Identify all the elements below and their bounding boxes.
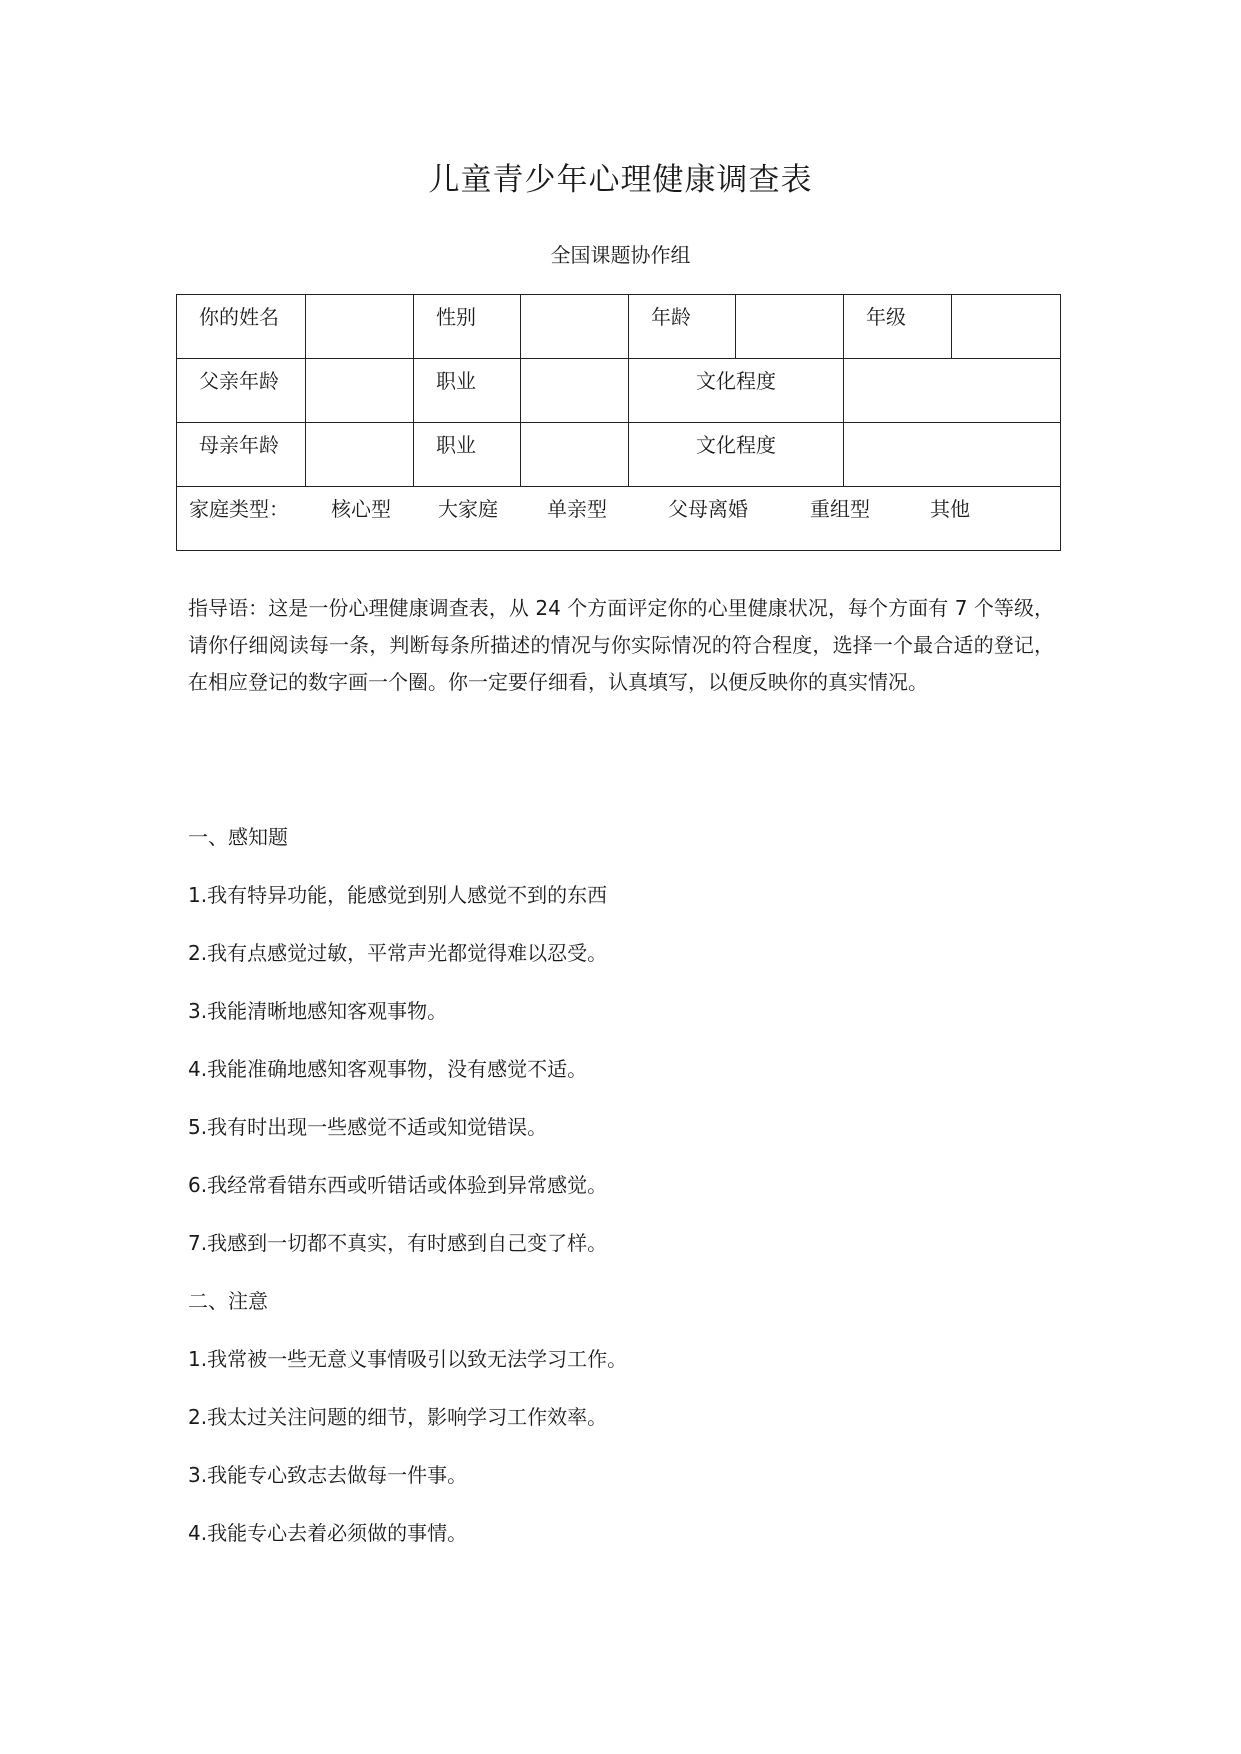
age-field[interactable] bbox=[736, 295, 844, 359]
family-option-single-parent[interactable]: 单亲型 bbox=[547, 497, 607, 521]
father-education-field[interactable] bbox=[844, 359, 1061, 423]
section-heading-attention: 二、注意 bbox=[188, 1289, 268, 1313]
section-heading-perception: 一、感知题 bbox=[188, 825, 288, 849]
page-subtitle: 全国课题协作组 bbox=[550, 243, 691, 267]
mother-education-field[interactable] bbox=[844, 423, 1061, 487]
family-option-extended[interactable]: 大家庭 bbox=[438, 497, 498, 521]
father-education-label: 文化程度 bbox=[629, 359, 844, 423]
father-occupation-field[interactable] bbox=[521, 359, 629, 423]
question-item: 5.我有时出现一些感觉不适或知觉错误。 bbox=[188, 1115, 548, 1139]
mother-occupation-label: 职业 bbox=[414, 423, 521, 487]
mother-age-field[interactable] bbox=[306, 423, 414, 487]
info-row-student bbox=[177, 295, 1061, 359]
mother-age-label: 母亲年龄 bbox=[177, 423, 306, 487]
family-option-nuclear[interactable]: 核心型 bbox=[331, 497, 391, 521]
instructions-paragraph: 指导语：这是一份心理健康调查表，从 24 个方面评定你的心里健康状况，每个方面有 7 个等级，请你仔细阅读每一条，判断每条所描述的情况与你实际情况的符合程度，选择一个最合适的登记，在相应登记的数字画一个圈。你一定要仔细看，认真填写，以便反映你的真实情况。 bbox=[188, 596, 1054, 694]
gender-label: 性别 bbox=[414, 295, 521, 359]
info-table bbox=[176, 294, 1061, 551]
family-option-other[interactable]: 其他 bbox=[930, 497, 970, 521]
gender-field[interactable] bbox=[521, 295, 629, 359]
info-row-family-type bbox=[177, 487, 1061, 551]
question-item: 1.我常被一些无意义事情吸引以致无法学习工作。 bbox=[188, 1347, 628, 1371]
family-option-blended[interactable]: 重组型 bbox=[810, 497, 870, 521]
name-label: 你的姓名 bbox=[177, 295, 306, 359]
question-item: 2.我太过关注问题的细节，影响学习工作效率。 bbox=[188, 1405, 608, 1429]
info-row-mother bbox=[177, 423, 1061, 487]
family-option-divorced[interactable]: 父母离婚 bbox=[668, 497, 748, 521]
page-title: 儿童青少年心理健康调查表 bbox=[428, 162, 813, 198]
question-item: 3.我能专心致志去做每一件事。 bbox=[188, 1463, 468, 1487]
question-item: 4.我能专心去着必须做的事情。 bbox=[188, 1521, 468, 1545]
info-row-father bbox=[177, 359, 1061, 423]
question-item: 7.我感到一切都不真实，有时感到自己变了样。 bbox=[188, 1231, 608, 1255]
grade-field[interactable] bbox=[952, 295, 1061, 359]
family-type-label: 家庭类型： bbox=[189, 497, 289, 521]
father-age-field[interactable] bbox=[306, 359, 414, 423]
father-occupation-label: 职业 bbox=[414, 359, 521, 423]
name-field[interactable] bbox=[306, 295, 414, 359]
mother-occupation-field[interactable] bbox=[521, 423, 629, 487]
question-item: 1.我有特异功能，能感觉到别人感觉不到的东西 bbox=[188, 883, 608, 907]
age-label: 年龄 bbox=[629, 295, 736, 359]
mother-education-label: 文化程度 bbox=[629, 423, 844, 487]
question-item: 6.我经常看错东西或听错话或体验到异常感觉。 bbox=[188, 1173, 608, 1197]
family-type-cell bbox=[177, 487, 1061, 551]
grade-label: 年级 bbox=[844, 295, 952, 359]
father-age-label: 父亲年龄 bbox=[177, 359, 306, 423]
question-item: 2.我有点感觉过敏，平常声光都觉得难以忍受。 bbox=[188, 941, 608, 965]
question-item: 3.我能清晰地感知客观事物。 bbox=[188, 999, 448, 1023]
question-item: 4.我能准确地感知客观事物，没有感觉不适。 bbox=[188, 1057, 588, 1081]
